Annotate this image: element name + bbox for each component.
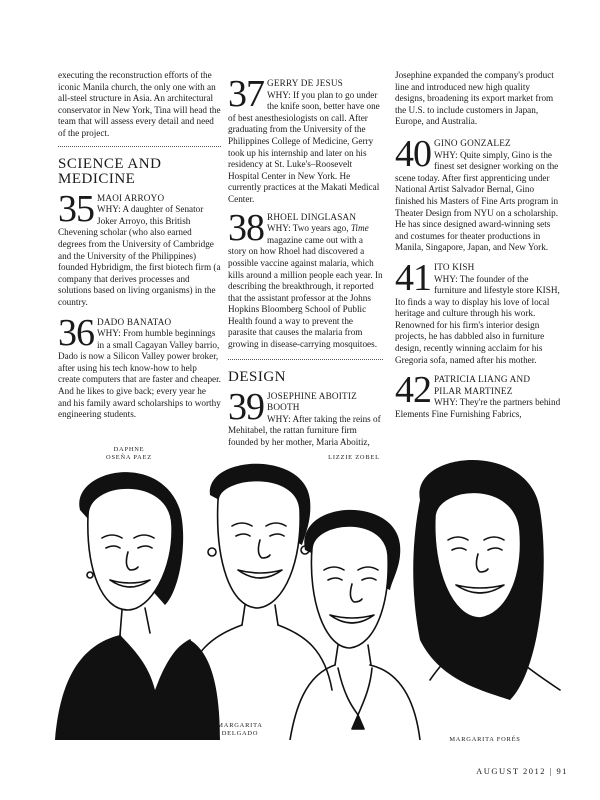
- page-footer: AUGUST 2012 | 91: [476, 766, 568, 776]
- entry-number: 42: [395, 369, 431, 412]
- intro-paragraph: executing the reconstruction efforts of the iconic Manila church, the only one with an all-steel structure in Asia. An architectural conservator in New York, Tina will head the team that will assess every detail and need of the project.: [58, 70, 221, 138]
- caption-daphne: [84, 446, 174, 462]
- entry-number: 37: [228, 73, 264, 115]
- entry-text-italic: Time: [350, 223, 369, 234]
- section-title-line: MEDICINE: [58, 170, 136, 187]
- entry-35: [58, 187, 221, 309]
- column-1: [58, 70, 221, 421]
- entry-number: 40: [395, 132, 431, 175]
- entry-name: MAOI ARROYO: [97, 192, 165, 203]
- entry-number: 39: [228, 385, 264, 428]
- portrait-daphne: [55, 472, 220, 740]
- section-title-design: DESIGN: [228, 368, 286, 385]
- entry-name-line: PILAR MARTINEZ: [434, 385, 513, 396]
- entry-text-before: WHY: Two years ago,: [267, 223, 351, 234]
- caption-margarita-delgado: [200, 722, 280, 738]
- entry-number: 35: [58, 187, 94, 230]
- entry-text: WHY: The founder of the furniture and lifestyle store KISH, Ito finds a way to display his love of local heritage and culture through his work. Renowned for his firm's interior design projects, he has dabbled also in furniture design, recently winning acclaim for his Gregoria sofa, named after his mother.: [395, 273, 560, 365]
- caption-line: MARGARITA: [217, 722, 263, 729]
- entry-name-line: PATRICIA LIANG AND: [434, 374, 531, 385]
- entry-38: [228, 206, 383, 351]
- portrait-margarita-fores: [413, 460, 560, 700]
- entry-text: WHY: Quite simply, Gino is the finest set designer working on the scene today. After first apprenticing under National Artist Salvador Bernal, Gino finished his Masters of Fine Arts program in Theater Design from NYU on a scholarship. He has since designed award-winning sets and costumes for theater productions in Manila, Singapore, Japan, and New York.: [395, 149, 559, 253]
- entry-40: [395, 132, 561, 254]
- entry-text: WHY: They're the partners behind Elements Fine Furnishing Fabrics,: [395, 397, 561, 420]
- caption-line: DAPHNE: [113, 446, 145, 453]
- entry-number: 38: [228, 206, 264, 249]
- entry-name: RHOEL DINGLASAN: [267, 211, 357, 222]
- entry-name: GERRY DE JESUS: [267, 78, 343, 88]
- caption-line: DELGADO: [221, 730, 259, 737]
- intro-paragraph: Josephine expanded the company's product line and introduced new high quality designs, broadening its export market from the U.S. to include customers in Japan, Europe, and Australia.: [395, 70, 554, 127]
- section-title-line: SCIENCE AND: [58, 155, 162, 172]
- entry-name: DADO BANATAO: [97, 316, 172, 327]
- entry-text: WHY: If you plan to go under the knife soon, better have one of best anesthesiologists on call. After graduating from the University of the Philippines College of Medicine, Gerry took up his internship and later on his residency at St. Luke's–Roosevelt Hospital Center in New York. He currently practices at the Makati Medical Center.: [228, 89, 380, 204]
- column-3: [395, 70, 561, 421]
- entry-41: [395, 256, 561, 366]
- caption-line: OSEÑA PAEZ: [106, 454, 152, 461]
- entry-text: WHY: A daughter of Senator Joker Arroyo, this British Chevening scholar (who also earned degrees from the University of Cambridge and the University of the Philippines) founded Hybridigm, the first biotech firm (a company that derives processes and solutions based on living organisms) in the country.: [58, 204, 221, 307]
- entry-text: WHY: From humble beginnings in a small Cagayan Valley barrio, Dado is now a Silicon Valley power broker, after using his tech know-how to help create computers that are faster and cheaper. And he likes to give back; every year he and his family award scholarships to worthy engineering students.: [58, 328, 221, 420]
- entry-number: 41: [395, 256, 431, 299]
- entry-name-line: JOSEPHINE ABOITIZ: [267, 390, 357, 401]
- entry-name-line: BOOTH: [267, 402, 300, 413]
- entry-42: [395, 369, 561, 420]
- dotted-divider: [58, 146, 221, 147]
- entry-name: GINO GONZALEZ: [434, 137, 511, 148]
- entry-text: WHY: After taking the reins of Mehitabel, the rattan furniture firm founded by her mother, Maria Aboitiz,: [228, 413, 381, 448]
- entry-37: [228, 73, 383, 206]
- caption-margarita-fores: MARGARITA FORÉS: [449, 736, 521, 743]
- section-title-science-medicine: [58, 157, 221, 187]
- dotted-divider: [228, 359, 383, 360]
- portrait-lizzie-zobel: [290, 510, 420, 740]
- column-2: [228, 70, 383, 449]
- entry-text-after: magazine came out with a story on how Rhoel had discovered a possible vaccine against malaria, which kills around a million people each year. In describing the breakthrough, it reported that the assistant professor at the Johns Hopkins Bloomberg School of Public Health found a way to prevent the parasite that causes the malaria from growing in disease-carrying mosquitoes.: [228, 234, 383, 350]
- entry-number: 36: [58, 311, 94, 354]
- caption-lizzie: LIZZIE ZOBEL: [328, 454, 380, 461]
- caricature-illustration: [40, 440, 580, 740]
- entry-36: [58, 311, 221, 421]
- entry-name: ITO KISH: [434, 261, 475, 272]
